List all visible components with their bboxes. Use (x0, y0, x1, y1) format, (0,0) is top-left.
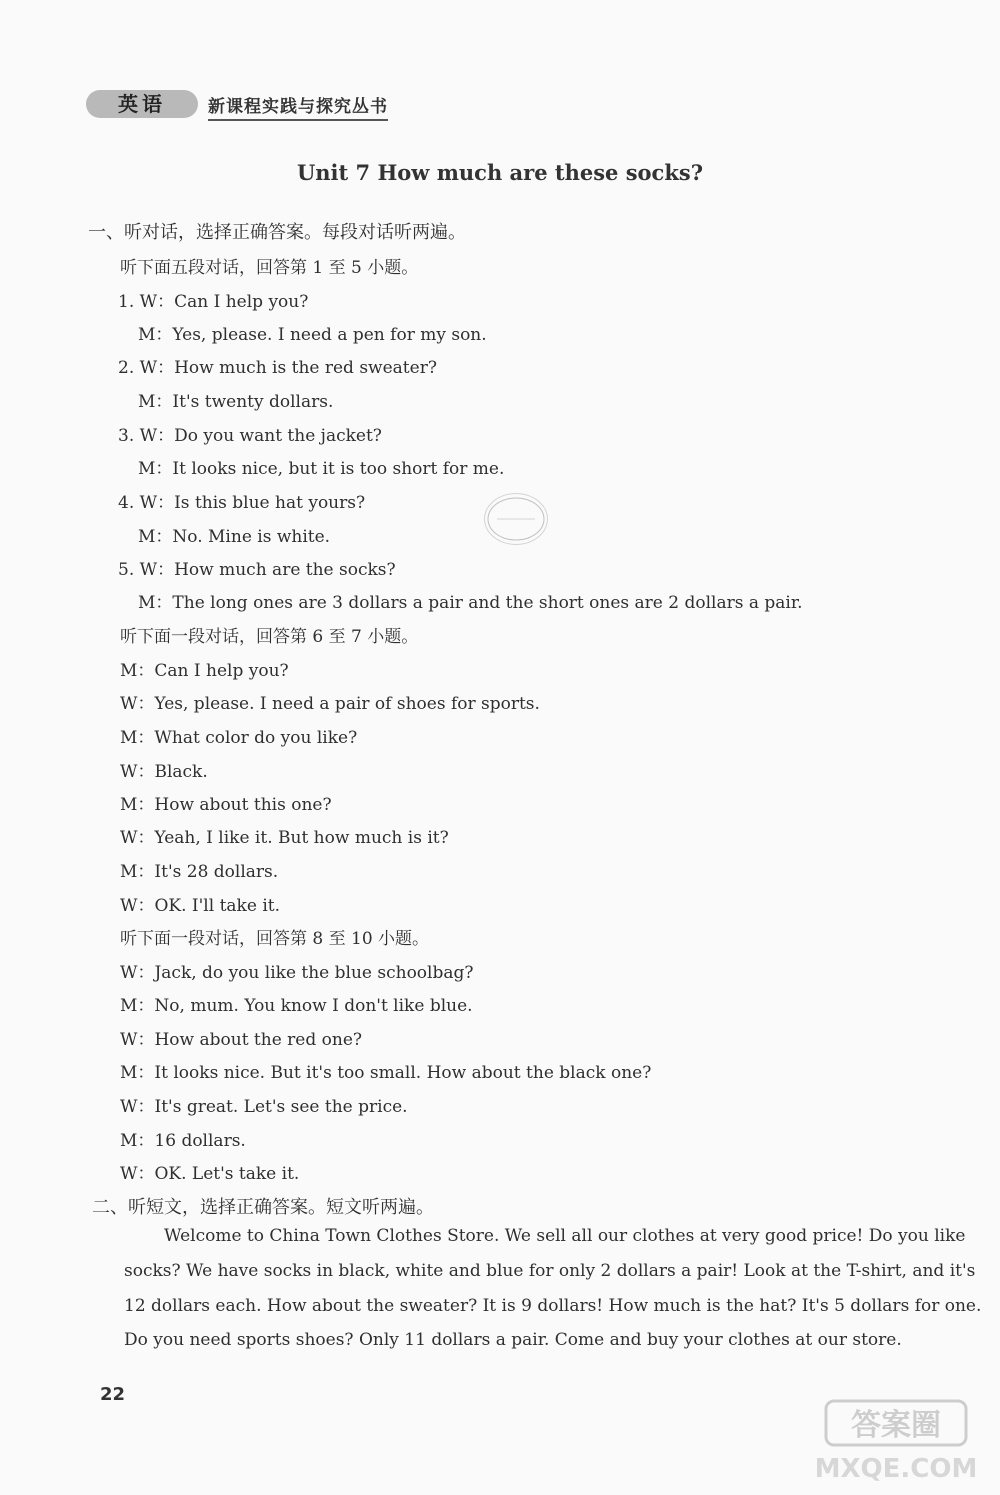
question-3-w: 3. W：Do you want the jacket? (118, 426, 382, 446)
dialog-2-line: W：Black. (120, 762, 208, 782)
question-5-m: M：The long ones are 3 dollars a pair and the short ones are 2 dollars a pair. (138, 593, 803, 613)
unit-title: Unit 7 How much are these socks? (296, 160, 704, 185)
question-2-m: M：It's twenty dollars. (138, 392, 334, 412)
section-1-intro-1: 听下面五段对话，回答第 1 至 5 小题。 (120, 258, 419, 278)
svg-text:MXQE.COM: MXQE.COM (814, 1454, 978, 1484)
dialog-3-line: M：It looks nice. But it's too small. How about the black one? (120, 1063, 652, 1083)
question-1-w: 1. W：Can I help you? (118, 292, 309, 312)
watermark-logo (802, 1393, 992, 1489)
svg-text:答案圈: 答案圈 (851, 1408, 941, 1443)
dialog-2-line: M：Can I help you? (120, 661, 289, 681)
dialog-3-line: M：No, mum. You know I don't like blue. (120, 996, 473, 1016)
dialog-2-line: M：How about this one? (120, 795, 332, 815)
subject-label: 英语 (86, 90, 198, 118)
question-2-w: 2. W：How much is the red sweater? (118, 358, 437, 378)
stamp-mark (484, 493, 548, 545)
question-1-m: M：Yes, please. I need a pen for my son. (138, 325, 487, 345)
section-1-heading: 一、听对话，选择正确答案。每段对话听两遍。 (88, 222, 466, 243)
dialog-2-line: W：Yeah, I like it. But how much is it? (120, 828, 449, 848)
page-number: 22 (100, 1384, 126, 1405)
section-1-intro-3: 听下面一段对话，回答第 8 至 10 小题。 (120, 929, 430, 949)
passage-line: socks? We have socks in black, white and blue for only 2 dollars a pair! Look at the T-shirt, and it's (124, 1261, 976, 1281)
passage-line: Welcome to China Town Clothes Store. We sell all our clothes at very good price! Do you like (164, 1226, 966, 1246)
dialog-2-line: M：It's 28 dollars. (120, 862, 279, 882)
dialog-3-line: W：It's great. Let's see the price. (120, 1097, 408, 1117)
dialog-2-line: W：Yes, please. I need a pair of shoes for sports. (120, 694, 540, 714)
question-5-w: 5. W：How much are the socks? (118, 560, 396, 580)
question-3-m: M：It looks nice, but it is too short for me. (138, 459, 505, 479)
question-4-m: M：No. Mine is white. (138, 527, 331, 547)
dialog-3-line: W：How about the red one? (120, 1030, 363, 1050)
page-header (86, 86, 406, 120)
passage-line: 12 dollars each. How about the sweater? It is 9 dollars! How much is the hat? It's 5 dollars for one. (124, 1296, 982, 1316)
dialog-2-line: W：OK. I'll take it. (120, 896, 280, 916)
section-1-intro-2: 听下面一段对话，回答第 6 至 7 小题。 (120, 627, 419, 647)
passage-line: Do you need sports shoes? Only 11 dollars a pair. Come and buy your clothes at our store. (124, 1330, 902, 1350)
dialog-3-line: M：16 dollars. (120, 1131, 246, 1151)
question-4-w: 4. W：Is this blue hat yours? (118, 493, 366, 513)
dialog-2-line: M：What color do you like? (120, 728, 358, 748)
series-title: 新课程实践与探究丛书 (208, 92, 388, 121)
section-2-heading: 二、听短文，选择正确答案。短文听两遍。 (92, 1197, 434, 1218)
dialog-3-line: W：Jack, do you like the blue schoolbag? (120, 963, 474, 983)
dialog-3-line: W：OK. Let's take it. (120, 1164, 300, 1184)
